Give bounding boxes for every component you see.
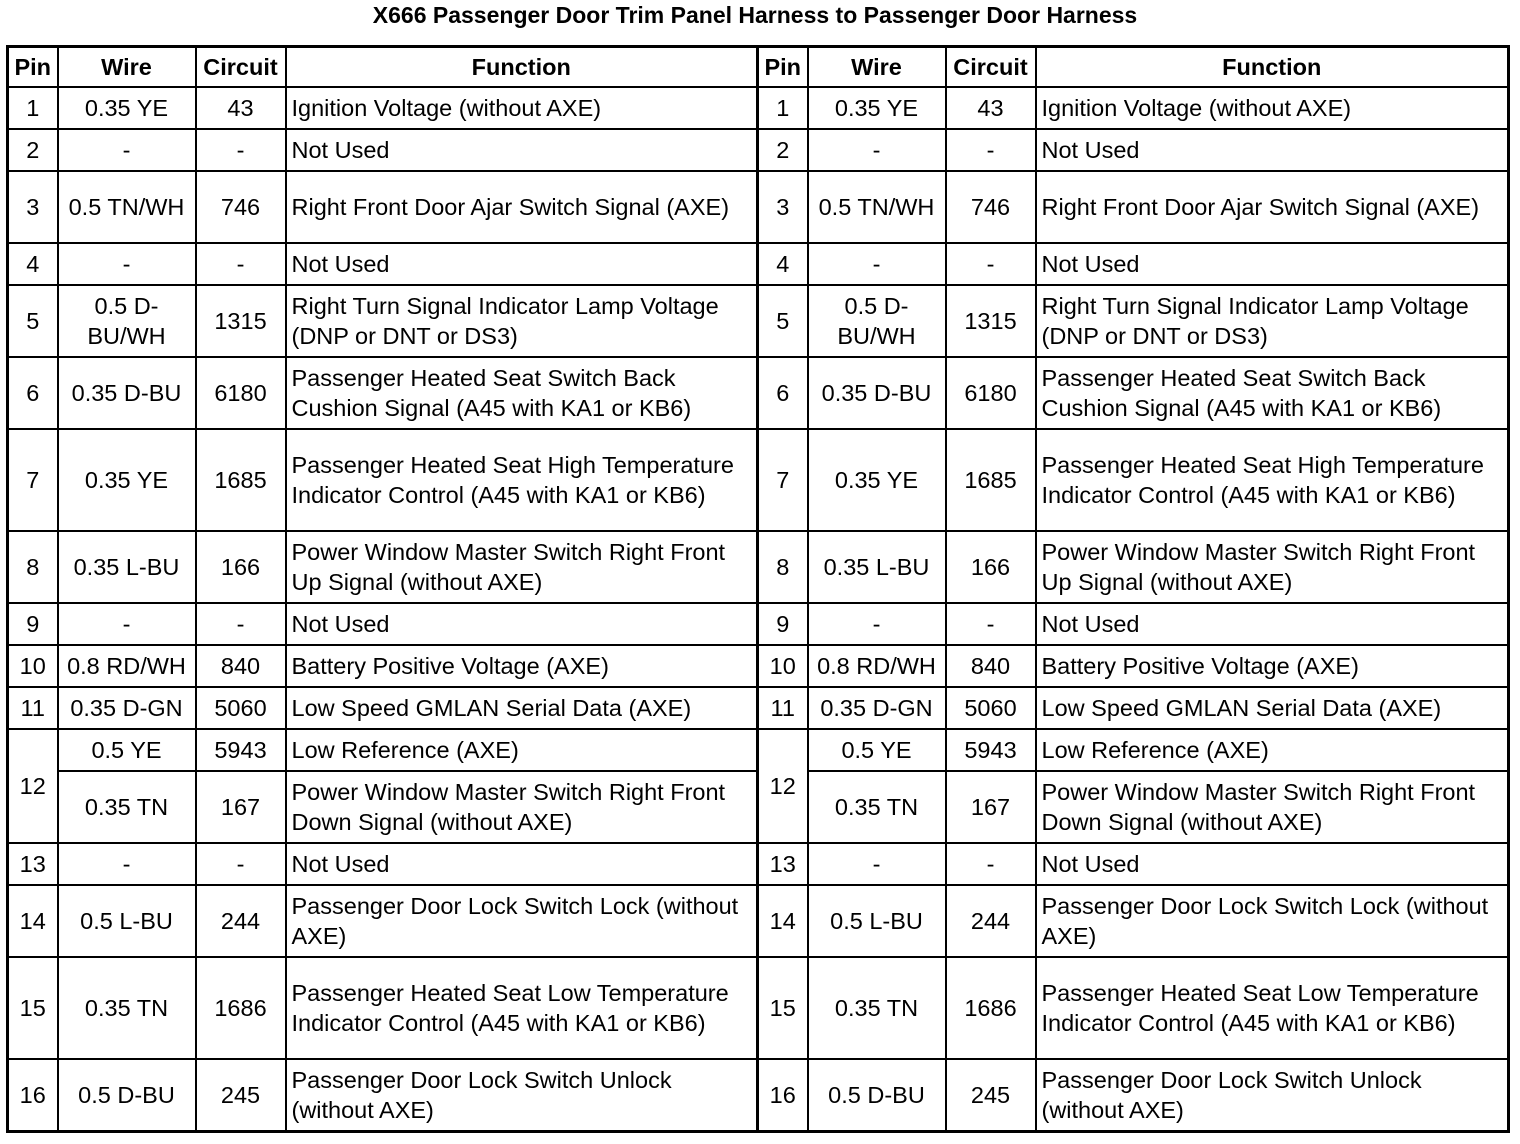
- function-cell: Not Used: [1036, 603, 1509, 645]
- pin-cell: 2: [758, 129, 808, 171]
- pin-cell: 15: [8, 957, 58, 1059]
- wire-cell: 0.35 L-BU: [58, 531, 196, 603]
- wire-cell: 0.8 RD/WH: [58, 645, 196, 687]
- pin-cell: 11: [758, 687, 808, 729]
- function-cell: Power Window Master Switch Right Front Up Signal (without AXE): [1036, 531, 1509, 603]
- function-cell: Low Speed GMLAN Serial Data (AXE): [286, 687, 758, 729]
- wire-cell: 0.5 D-BU: [58, 1059, 196, 1131]
- circuit-cell: 245: [946, 1059, 1036, 1131]
- wire-cell: 0.35 YE: [58, 429, 196, 531]
- function-cell: Passenger Heated Seat Switch Back Cushion Signal (A45 with KA1 or KB6): [286, 357, 758, 429]
- circuit-cell: 5060: [196, 687, 286, 729]
- pin-cell: 16: [758, 1059, 808, 1131]
- table-row: [8, 429, 1509, 531]
- header-pin: Pin: [8, 47, 58, 88]
- circuit-cell: 166: [196, 531, 286, 603]
- circuit-cell: 5060: [946, 687, 1036, 729]
- pin-cell: 8: [8, 531, 58, 603]
- wire-cell: 0.5 TN/WH: [58, 171, 196, 243]
- function-cell: Passenger Door Lock Switch Unlock (without AXE): [1036, 1059, 1509, 1131]
- pin-cell: 14: [758, 885, 808, 957]
- wire-cell: 0.35 TN: [808, 957, 946, 1059]
- circuit-cell: 244: [196, 885, 286, 957]
- header-pin: Pin: [758, 47, 808, 88]
- table-row: [8, 885, 1509, 957]
- pin-cell: 8: [758, 531, 808, 603]
- wire-cell: -: [808, 843, 946, 885]
- circuit-cell: -: [946, 129, 1036, 171]
- wire-cell: -: [58, 129, 196, 171]
- wire-cell: 0.5 YE: [808, 729, 946, 771]
- pin-cell: 12: [8, 729, 58, 843]
- page-title: X666 Passenger Door Trim Panel Harness to Passenger Door Harness: [372, 2, 1138, 28]
- function-cell: Passenger Heated Seat Low Temperature Indicator Control (A45 with KA1 or KB6): [286, 957, 758, 1059]
- header-function: Function: [286, 47, 758, 88]
- function-cell: Not Used: [1036, 129, 1509, 171]
- function-cell: Power Window Master Switch Right Front Down Signal (without AXE): [286, 771, 758, 843]
- wire-cell: 0.35 YE: [58, 87, 196, 129]
- header-function: Function: [1036, 47, 1509, 88]
- circuit-cell: 244: [946, 885, 1036, 957]
- circuit-cell: 6180: [946, 357, 1036, 429]
- function-cell: Not Used: [286, 243, 758, 285]
- table-row: [8, 531, 1509, 603]
- wire-cell: 0.35 D-BU: [58, 357, 196, 429]
- pin-cell: 15: [758, 957, 808, 1059]
- pin-cell: 9: [8, 603, 58, 645]
- wire-cell: 0.35 YE: [808, 429, 946, 531]
- circuit-cell: 167: [946, 771, 1036, 843]
- function-cell: Battery Positive Voltage (AXE): [286, 645, 758, 687]
- header-wire: Wire: [808, 47, 946, 88]
- circuit-cell: 43: [946, 87, 1036, 129]
- function-cell: Not Used: [286, 843, 758, 885]
- table-row: [8, 603, 1509, 645]
- pin-cell: 11: [8, 687, 58, 729]
- pin-cell: 3: [758, 171, 808, 243]
- circuit-cell: 1685: [196, 429, 286, 531]
- function-cell: Passenger Heated Seat High Temperature Indicator Control (A45 with KA1 or KB6): [1036, 429, 1509, 531]
- function-cell: Passenger Door Lock Switch Unlock (without AXE): [286, 1059, 758, 1131]
- function-cell: Not Used: [286, 603, 758, 645]
- wire-cell: 0.35 TN: [808, 771, 946, 843]
- wire-cell: 0.8 RD/WH: [808, 645, 946, 687]
- circuit-cell: 5943: [946, 729, 1036, 771]
- wire-cell: -: [58, 843, 196, 885]
- table-row: [8, 285, 1509, 357]
- function-cell: Right Turn Signal Indicator Lamp Voltage (DNP or DNT or DS3): [1036, 285, 1509, 357]
- table-row: [8, 957, 1509, 1059]
- circuit-cell: 1315: [196, 285, 286, 357]
- function-cell: Passenger Heated Seat Switch Back Cushion Signal (A45 with KA1 or KB6): [1036, 357, 1509, 429]
- pin-cell: 2: [8, 129, 58, 171]
- circuit-cell: 6180: [196, 357, 286, 429]
- function-cell: Power Window Master Switch Right Front Down Signal (without AXE): [1036, 771, 1509, 843]
- table-row: [8, 1059, 1509, 1131]
- pin-cell: 6: [758, 357, 808, 429]
- wire-cell: 0.35 L-BU: [808, 531, 946, 603]
- wire-cell: -: [58, 243, 196, 285]
- header-wire: Wire: [58, 47, 196, 88]
- pin-cell: 4: [758, 243, 808, 285]
- function-cell: Low Reference (AXE): [286, 729, 758, 771]
- circuit-cell: 1315: [946, 285, 1036, 357]
- function-cell: Passenger Heated Seat High Temperature Indicator Control (A45 with KA1 or KB6): [286, 429, 758, 531]
- wire-cell: 0.5 YE: [58, 729, 196, 771]
- pin-cell: 10: [758, 645, 808, 687]
- circuit-cell: 840: [196, 645, 286, 687]
- function-cell: Not Used: [1036, 243, 1509, 285]
- wire-cell: 0.35 TN: [58, 957, 196, 1059]
- table-row: [8, 129, 1509, 171]
- pin-cell: 7: [8, 429, 58, 531]
- pin-cell: 12: [758, 729, 808, 843]
- circuit-cell: -: [196, 243, 286, 285]
- pin-cell: 14: [8, 885, 58, 957]
- table-row: [8, 687, 1509, 729]
- circuit-cell: 166: [946, 531, 1036, 603]
- circuit-cell: -: [946, 843, 1036, 885]
- pin-cell: 4: [8, 243, 58, 285]
- circuit-cell: -: [946, 243, 1036, 285]
- pin-cell: 9: [758, 603, 808, 645]
- wire-cell: 0.35 D-GN: [58, 687, 196, 729]
- wire-cell: 0.35 D-BU: [808, 357, 946, 429]
- circuit-cell: -: [196, 843, 286, 885]
- circuit-cell: 746: [946, 171, 1036, 243]
- circuit-cell: 1686: [196, 957, 286, 1059]
- pin-cell: 3: [8, 171, 58, 243]
- pin-cell: 6: [8, 357, 58, 429]
- circuit-cell: 245: [196, 1059, 286, 1131]
- pin-cell: 13: [758, 843, 808, 885]
- wire-cell: 0.35 D-GN: [808, 687, 946, 729]
- wire-cell: -: [808, 243, 946, 285]
- function-cell: Passenger Door Lock Switch Lock (without AXE): [286, 885, 758, 957]
- function-cell: Right Front Door Ajar Switch Signal (AXE): [286, 171, 758, 243]
- function-cell: Power Window Master Switch Right Front Up Signal (without AXE): [286, 531, 758, 603]
- wire-cell: 0.5 D-BU/WH: [58, 285, 196, 357]
- function-cell: Right Front Door Ajar Switch Signal (AXE): [1036, 171, 1509, 243]
- table-row: [8, 729, 1509, 771]
- table-row: [8, 243, 1509, 285]
- table-row: [8, 843, 1509, 885]
- circuit-cell: 43: [196, 87, 286, 129]
- pin-cell: 5: [758, 285, 808, 357]
- circuit-cell: 5943: [196, 729, 286, 771]
- wire-cell: 0.5 D-BU: [808, 1059, 946, 1131]
- header-row: [8, 47, 1509, 88]
- pin-cell: 16: [8, 1059, 58, 1131]
- wire-cell: 0.5 TN/WH: [808, 171, 946, 243]
- function-cell: Passenger Door Lock Switch Lock (without AXE): [1036, 885, 1509, 957]
- function-cell: Low Reference (AXE): [1036, 729, 1509, 771]
- pin-cell: 7: [758, 429, 808, 531]
- wire-cell: 0.5 L-BU: [58, 885, 196, 957]
- circuit-cell: -: [196, 129, 286, 171]
- pin-cell: 13: [8, 843, 58, 885]
- header-circuit: Circuit: [946, 47, 1036, 88]
- table-row: [8, 357, 1509, 429]
- wire-cell: 0.5 D-BU/WH: [808, 285, 946, 357]
- wire-cell: 0.5 L-BU: [808, 885, 946, 957]
- pin-cell: 1: [8, 87, 58, 129]
- function-cell: Passenger Heated Seat Low Temperature Indicator Control (A45 with KA1 or KB6): [1036, 957, 1509, 1059]
- function-cell: Ignition Voltage (without AXE): [1036, 87, 1509, 129]
- pin-cell: 5: [8, 285, 58, 357]
- table-row: [8, 87, 1509, 129]
- circuit-cell: 840: [946, 645, 1036, 687]
- circuit-cell: -: [196, 603, 286, 645]
- circuit-cell: -: [946, 603, 1036, 645]
- pin-cell: 1: [758, 87, 808, 129]
- function-cell: Low Speed GMLAN Serial Data (AXE): [1036, 687, 1509, 729]
- table-row: [8, 645, 1509, 687]
- wire-cell: 0.35 YE: [808, 87, 946, 129]
- function-cell: Battery Positive Voltage (AXE): [1036, 645, 1509, 687]
- circuit-cell: 1686: [946, 957, 1036, 1059]
- function-cell: Right Turn Signal Indicator Lamp Voltage (DNP or DNT or DS3): [286, 285, 758, 357]
- connector-pinout-table: [6, 45, 1510, 1133]
- function-cell: Ignition Voltage (without AXE): [286, 87, 758, 129]
- wire-cell: -: [808, 129, 946, 171]
- pin-cell: 10: [8, 645, 58, 687]
- wire-cell: -: [58, 603, 196, 645]
- circuit-cell: 746: [196, 171, 286, 243]
- circuit-cell: 167: [196, 771, 286, 843]
- circuit-cell: 1685: [946, 429, 1036, 531]
- table-row: [8, 171, 1509, 243]
- header-circuit: Circuit: [196, 47, 286, 88]
- wire-cell: -: [808, 603, 946, 645]
- function-cell: Not Used: [286, 129, 758, 171]
- wire-cell: 0.35 TN: [58, 771, 196, 843]
- function-cell: Not Used: [1036, 843, 1509, 885]
